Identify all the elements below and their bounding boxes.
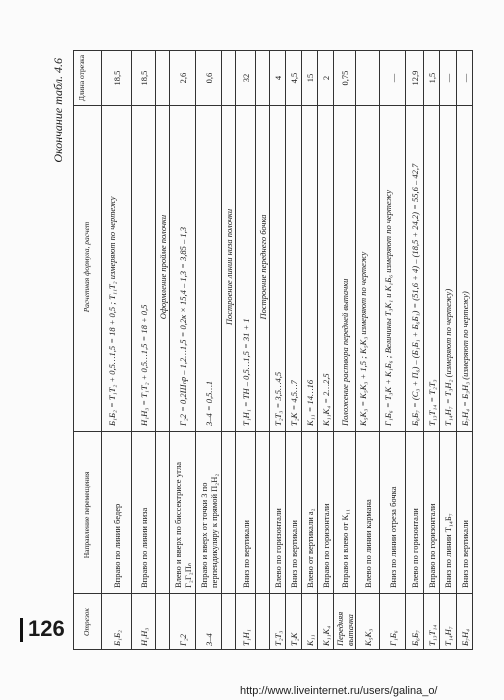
cell-formula: Т₁₄Н₇ = Т₃Н₂ (измеряют по чертежу) xyxy=(443,288,453,426)
cell-direction: Вправо по горизонтали xyxy=(427,503,437,588)
cell-formula: К₁₁К₄ = 2…2,5 xyxy=(321,373,331,426)
cell-segment: Т₁Н₁ xyxy=(241,629,251,646)
cell-formula: Б₁Б₂ = Т₁Т₂ + 0,5…1,5 = 18 + 0,5 ; Т₁₁Т₂ измеряют по чертежу xyxy=(107,196,117,426)
cell-direction: Вправо по линии бедер xyxy=(112,503,122,588)
cell-formula: Г₁Б₆ = Т₃К + К₁Б₆ ; Величины Т₃К₁ и К₁Б₆ измеряют по чертежу xyxy=(383,189,393,426)
section-title: Оформление пройме полочки xyxy=(158,214,168,320)
cell-direction: Вправо и влево от К₁₁ xyxy=(340,508,350,588)
table-row xyxy=(269,50,285,650)
cell-segment: К₁₁К₄ xyxy=(321,625,331,646)
cell-direction: Влево по линии кармана xyxy=(363,499,373,588)
cell-length: — xyxy=(388,73,398,83)
cell-formula: К₅К₃ = К₅К₃ + 1,5 ; К₅К₃ измеряют по чертежу xyxy=(358,251,368,426)
cell-segment: К₁₁ xyxy=(305,634,315,646)
cell-formula: Б₆Б₇ = (С₃ + П₆) – (Б₁Б₁ + Б₆Б₁) = (51,6 + 4) – (18,5 + 24,2) = 55,6 – 42,7 xyxy=(410,163,420,426)
cell-formula: Т₂К = 4,5…7 xyxy=(289,380,299,426)
cell-formula: 3–4 = 0,5…1 xyxy=(204,380,214,426)
cell-direction: Вправо по линии низа xyxy=(139,507,149,588)
source-url: http://www.liveinternet.ru/users/galina_o/ xyxy=(240,685,438,697)
cell-direction: Вниз по вертикали xyxy=(460,520,470,588)
cell-segment: Т₂Т₃ xyxy=(273,630,283,646)
cell-direction: Влево и вверх по биссектрисе угла Г₂Г₂Пₙ xyxy=(173,461,193,588)
cell-length: 0,6 xyxy=(204,72,214,84)
table-row xyxy=(285,50,301,650)
table-row xyxy=(235,50,255,650)
table-row xyxy=(301,50,317,650)
cell-formula: Г₂2 = 0,2Шₙр – 1,2…1,5 = 0,2к × 15,4 – 1,3 = 3,85 – 1,3 xyxy=(178,226,188,426)
cell-segment: Б₇Н₄ xyxy=(460,628,470,646)
table-row xyxy=(379,50,405,650)
section-row xyxy=(255,50,269,650)
cell-direction: Влево по горизонтали xyxy=(273,508,283,588)
cell-length: 18,5 xyxy=(139,70,149,86)
header-segment: Отрезок xyxy=(82,608,91,636)
cell-length: 15 xyxy=(305,73,315,83)
table-row xyxy=(333,50,355,650)
cell-formula: К₁₁ = 14…16 xyxy=(305,379,315,426)
cell-segment: Т₂К xyxy=(289,632,299,646)
cell-formula: Т₂Т₃ = 3,5…4,5 xyxy=(273,371,283,426)
table-row xyxy=(169,50,195,650)
table-row xyxy=(101,50,131,650)
rotated-table-block xyxy=(47,50,477,650)
cell-segment: Г₁Б₆ xyxy=(388,630,398,646)
cell-direction: Вниз по вертикали xyxy=(289,520,299,588)
cell-segment: Б₆Б₇ xyxy=(410,630,420,646)
header-direction: Направление перемещения xyxy=(82,471,91,559)
cell-segment: Б₁Б₂ xyxy=(112,630,122,646)
cell-formula: Т₁Н₁ = ТН – 0,5…1,5 = 31 + 1 xyxy=(241,318,251,426)
cell-segment: Т₁₃Т₁₄ xyxy=(427,624,437,646)
table-row xyxy=(131,50,155,650)
cell-formula: Положение раствора передней вытачки xyxy=(340,278,350,426)
cell-direction: Вниз по линии отреза бочка xyxy=(388,486,398,588)
cell-direction: Вправо и вверх от точки 3 по перпендикуляру к прямой П₂Н₂ xyxy=(199,473,219,588)
table-header-row xyxy=(73,50,101,650)
cell-direction: Влево по горизонтали xyxy=(410,508,420,588)
section-title: Построение линии низа полочки xyxy=(224,208,234,326)
cell-segment: Г₂2 xyxy=(178,633,188,646)
page-number-bar xyxy=(20,618,23,642)
measurement-table xyxy=(73,50,473,650)
table-heading: Окончание табл. 4.6 xyxy=(51,58,65,163)
cell-formula: Н₁Н₃ = Т₁Т₂ + 0,5…1,5 = 18 + 0,5 xyxy=(139,304,149,426)
cell-length: 32 xyxy=(241,73,251,83)
cell-segment: 3–4 xyxy=(204,633,214,646)
section-title: Построение переднего бочка xyxy=(258,214,268,320)
cell-direction: Вправо по горизонтали xyxy=(321,503,331,588)
cell-formula: Т₁₃Т₁₄ = Т₂Т₃ xyxy=(427,379,437,426)
cell-length: — xyxy=(443,73,453,83)
cell-segment: Передняя вытачка xyxy=(335,611,355,646)
cell-length: 4,5 xyxy=(289,72,299,84)
cell-segment: К₅К₃ xyxy=(363,628,373,646)
cell-direction: Влево от вертикали а₂ xyxy=(305,508,315,588)
cell-segment: Т₁₄Н₇ xyxy=(443,626,453,646)
table-row xyxy=(317,50,333,650)
cell-length: — xyxy=(460,73,470,83)
header-length: Длина отрезка xyxy=(77,54,86,102)
table-row xyxy=(423,50,439,650)
table-row xyxy=(405,50,423,650)
cell-length: 1,5 xyxy=(427,72,437,84)
cell-length: 12,9 xyxy=(410,70,420,86)
cell-length: 2,6 xyxy=(178,72,188,84)
cell-length: 2 xyxy=(321,75,331,81)
page-number: 126 xyxy=(28,616,65,641)
table-row xyxy=(195,50,221,650)
table-row xyxy=(456,50,473,650)
table-row xyxy=(355,50,379,650)
header-formula: Расчетная формула, расчет xyxy=(82,221,91,313)
table-row xyxy=(439,50,456,650)
section-row xyxy=(221,50,235,650)
cell-length: 18,5 xyxy=(112,70,122,86)
section-row xyxy=(155,50,169,650)
cell-formula: Б₇Н₄ = Б₃Н₃ (измеряют по чертежу) xyxy=(460,291,470,426)
cell-segment: Н₁Н₃ xyxy=(139,627,149,646)
cell-length: 0,75 xyxy=(340,70,350,86)
cell-direction: Вниз по линии Т₁₄Б₇ xyxy=(443,513,453,588)
cell-length: 4 xyxy=(273,75,283,81)
cell-direction: Вниз по вертикали xyxy=(241,520,251,588)
